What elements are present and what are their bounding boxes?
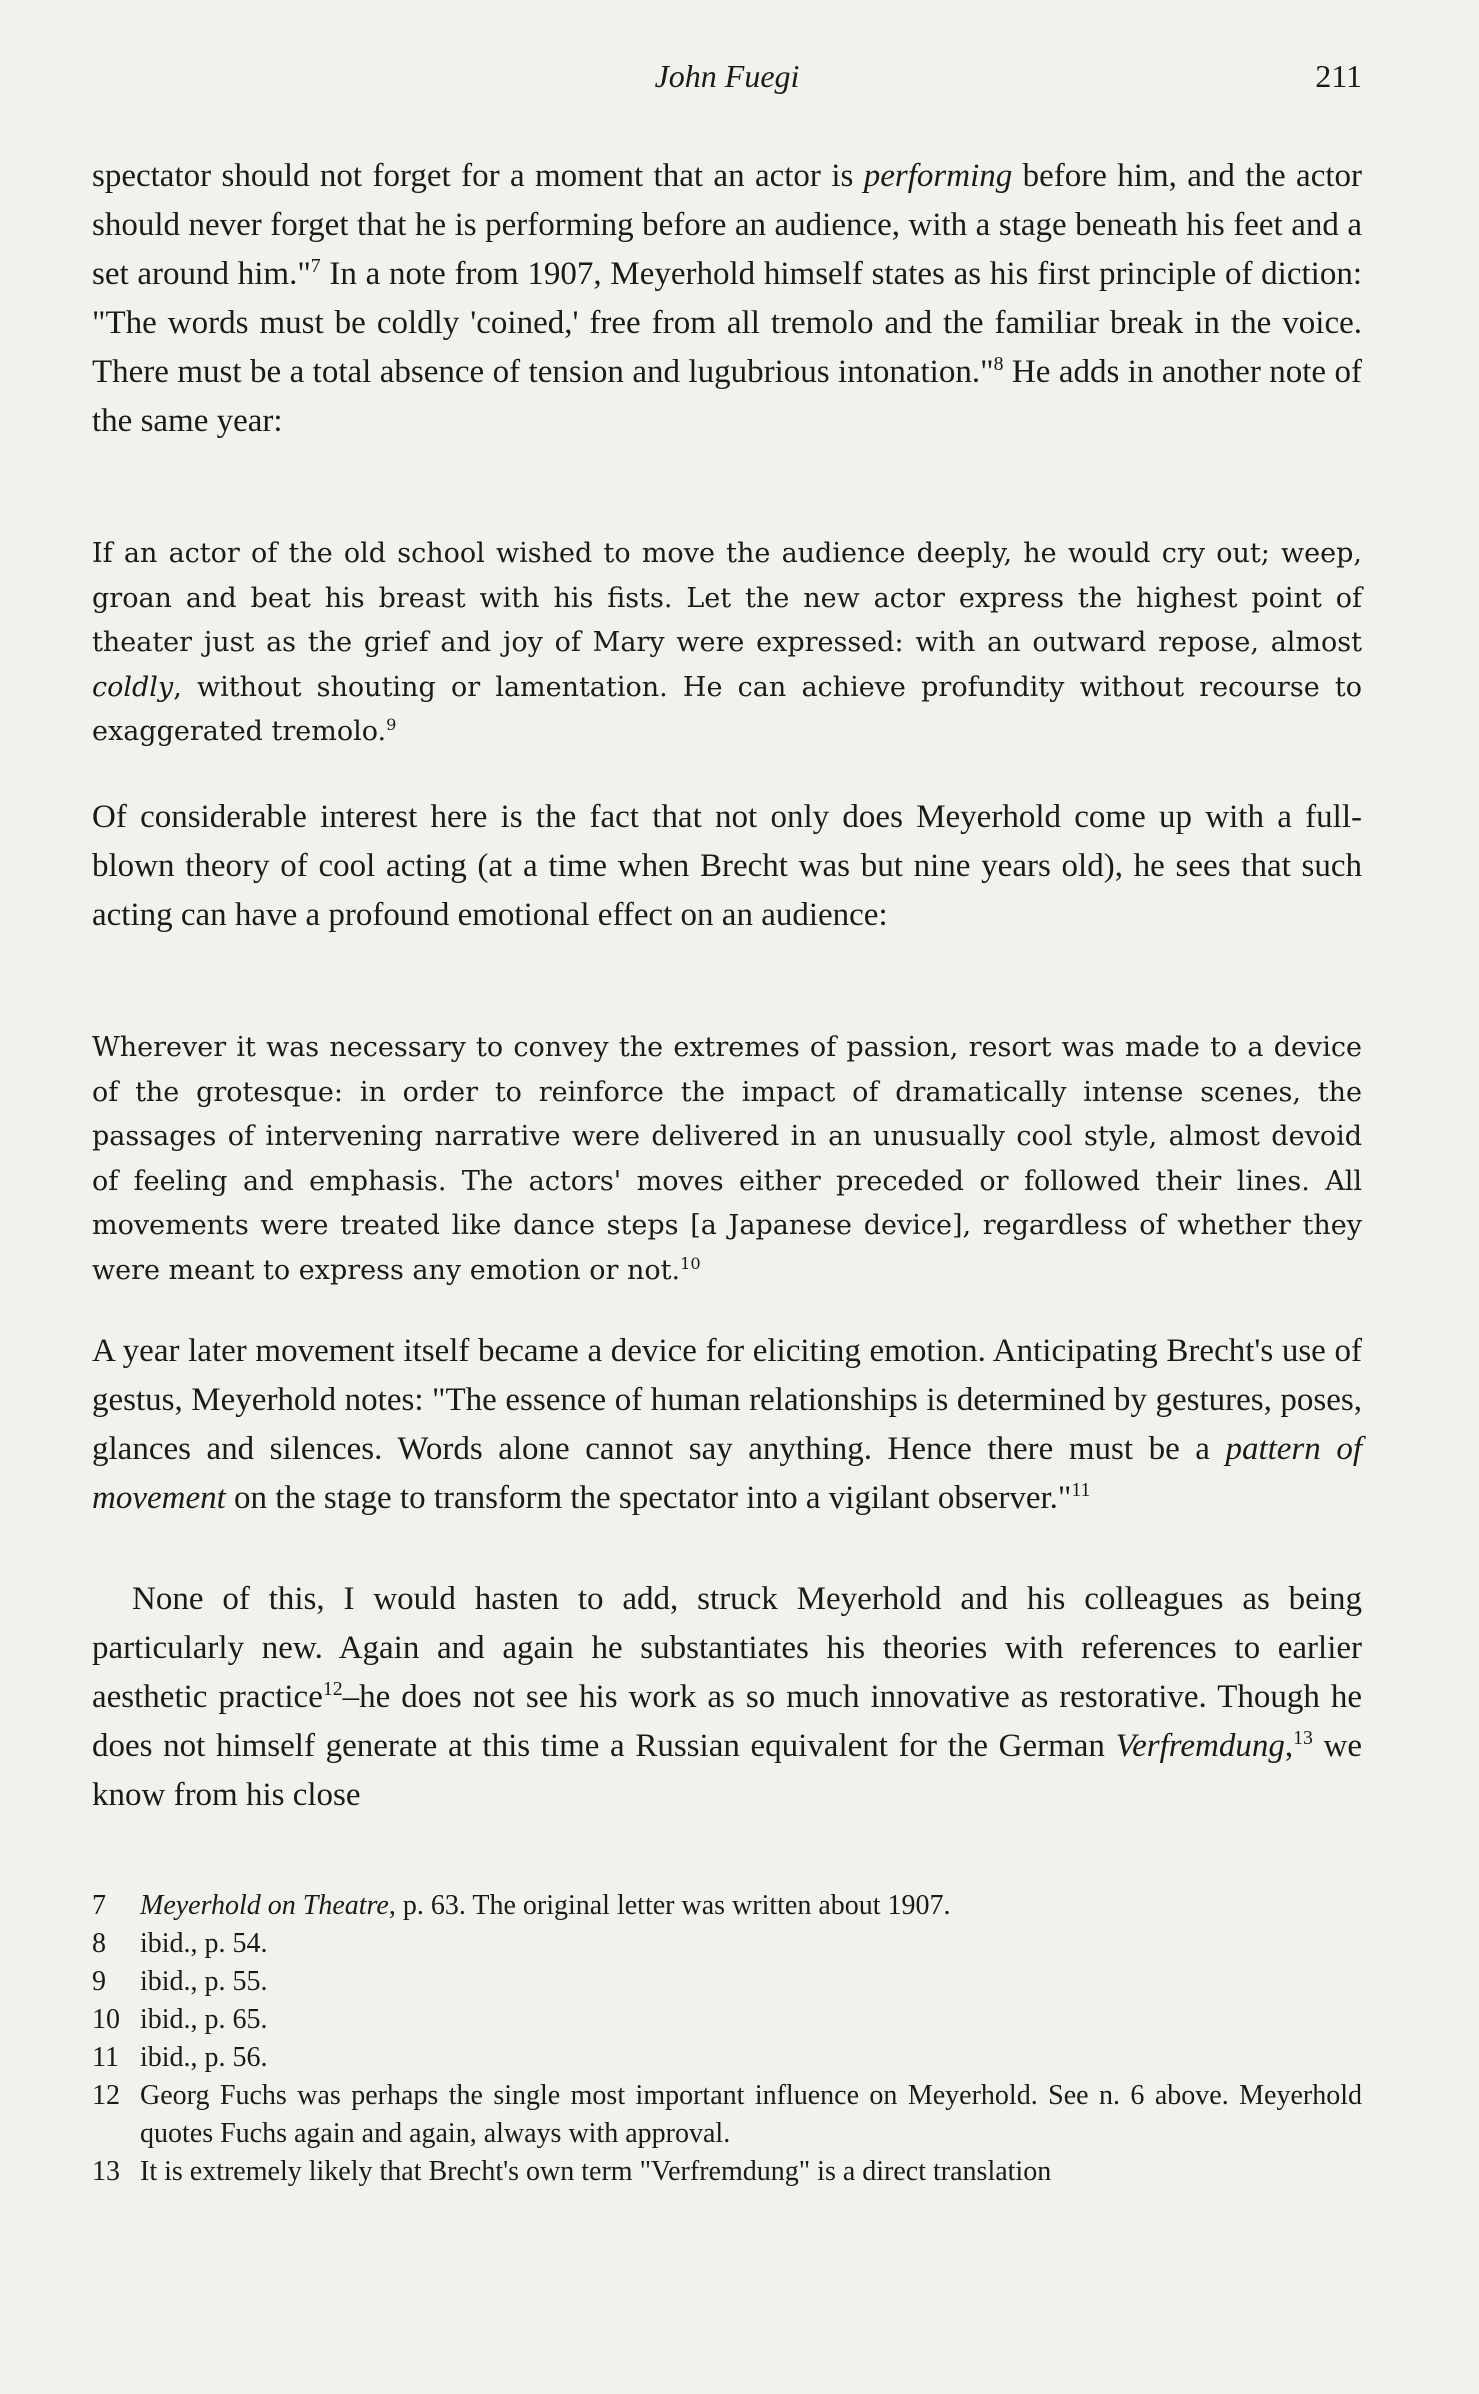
footnote-number: 11 — [92, 2042, 119, 2073]
footnote-number: 13 — [92, 2156, 120, 2187]
block-quote: If an actor of the old school wished to move the audience deeply, he would cry out; weep, groan and beat his breast with his fists. Let the new actor express the highest point of theater just as the grief and joy of Mary were expressed: with an outward repose, almost coldly, without shouting or lamentation. He can achieve profundity without recourse to exaggerated tremolo.$^9$ — [92, 538, 1362, 747]
paragraph: A year later movement itself became a device for eliciting emotion. Anticipating Brecht's use of gestus, Meyerhold notes: "The essence of human relationships is determined by gestures, poses, glances and silences. Words alone cannot say anything. Hence there must be a pattern of movement on the stage to transform the spectator into a vigilant observer."$^{11}$ — [92, 1333, 1362, 1516]
block-quote: Wherever it was necessary to convey the extremes of passion, resort was made to a device of the grotesque: in order to reinforce the impact of dramatically intense scenes, the passages of intervening narrative were delivered in an unusually cool style, almost devoid of feeling and emphasis. The actors' moves either preceded or followed their lines. All movements were treated like dance steps [a Japanese device], regardless of whether they were meant to express any emotion or not.$^{10}$ — [92, 1032, 1362, 1286]
footnote-number: 12 — [92, 2080, 120, 2111]
footnote-text: It is extremely likely that Brecht's own term "Verfremdung" is a direct translation — [140, 2156, 1052, 2187]
footnote-ref: 12 — [322, 1678, 343, 1700]
italic-text: pattern of movement — [92, 1431, 1362, 1516]
footnote-text: Meyerhold on Theatre, p. 63. The original letter was written about 1907. — [140, 1890, 951, 1921]
footnote-text: ibid., p. 54. — [140, 1928, 268, 1959]
footnote-ref: 7 — [310, 255, 321, 277]
footnote — [92, 1925, 1362, 1963]
footnote — [92, 2001, 1362, 2039]
footnote-ref: 11 — [1071, 1479, 1091, 1501]
footnote-text: ibid., p. 55. — [140, 1966, 268, 1997]
footnote-ref: 13 — [1293, 1727, 1313, 1749]
footnote-number: 10 — [92, 2004, 120, 2035]
footnote — [92, 1963, 1362, 2001]
page-number: 211 — [1315, 58, 1362, 94]
footnote-number: 7 — [92, 1890, 106, 1921]
paragraph: spectator should not forget for a moment that an actor is performing before him, and the actor should never forget that he is performing before an audience, with a stage beneath his feet and a set around him."$^7$ In a note from 1907, Meyerhold himself states as his first principle of diction: "The words must be coldly 'coined,' free from all tremolo and the familiar break in the voice. There must be a total absence of tension and lugubrious intonation."$^8$ He adds in another note of the same year: — [92, 158, 1362, 439]
paragraph: None of this, I would hasten to add, struck Meyerhold and his colleagues as being particularly new. Again and again he substantiates his theories with references to earlier aesthetic practice$^{12}$–he does not see his work as so much innovative as restorative. Though he does not himself generate at this time a Russian equivalent for the German Verfremdung,$^{13}$ we know from his close — [92, 1581, 1363, 1813]
running-head: John Fuegi — [654, 58, 800, 94]
footnote-text: ibid., p. 65. — [140, 2004, 268, 2035]
page-header — [92, 58, 1362, 108]
footnote — [92, 1887, 1362, 1925]
footnote-text: Georg Fuchs was perhaps the single most important influence on Meyerhold. See n. 6 above. Meyerhold quotes Fuchs again and again, always with approval. — [140, 2080, 1362, 2149]
italic-text: performing — [863, 158, 1013, 194]
italic-text: Verfremdung — [1115, 1728, 1285, 1764]
footnote-ref: 8 — [993, 353, 1004, 375]
footnote — [92, 2039, 1362, 2077]
footnote-number: 8 — [92, 1928, 106, 1959]
footnote-text: ibid., p. 56. — [140, 2042, 268, 2073]
footnotes — [92, 1887, 1362, 2191]
footnote-ref: 10 — [680, 1253, 701, 1273]
footnote-ref: 9 — [386, 715, 397, 734]
italic-text: Meyerhold on Theatre — [140, 1890, 389, 1921]
footnote — [92, 2077, 1362, 2153]
footnote — [92, 2153, 1362, 2191]
footnote-number: 9 — [92, 1966, 106, 1997]
paragraph: Of considerable interest here is the fact that not only does Meyerhold come up with a full-blown theory of cool acting (at a time when Brecht was but nine years old), he sees that such acting can have a profound emotional effect on an audience: — [92, 799, 1362, 933]
italic-text: coldly — [92, 671, 174, 703]
